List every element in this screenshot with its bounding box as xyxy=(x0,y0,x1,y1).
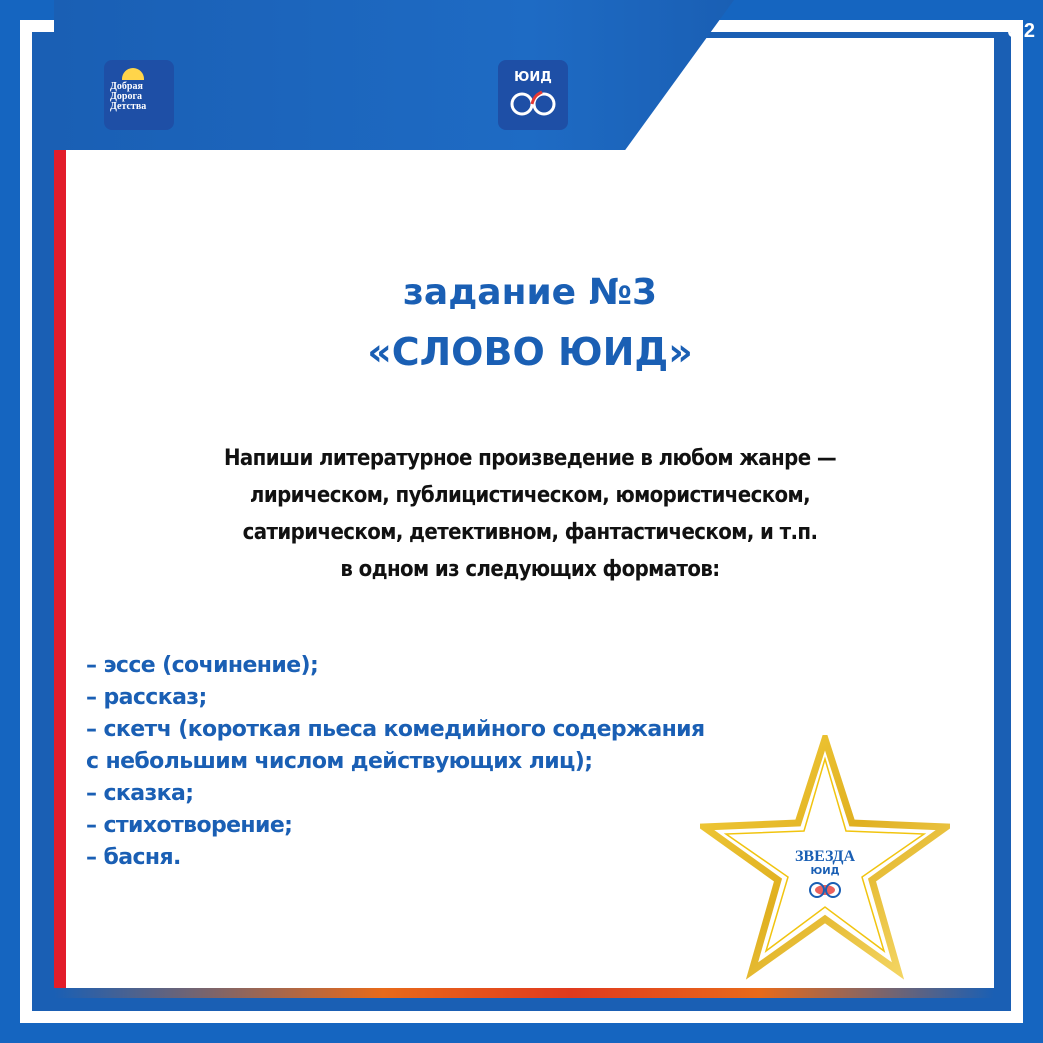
badge-subtitle: ЮИД xyxy=(810,866,840,877)
logo-text-line-3: Детства xyxy=(110,101,147,112)
task-description xyxy=(80,440,980,588)
sun-icon xyxy=(122,68,144,80)
list-item: – сказка; xyxy=(86,781,194,806)
description-line: в одном из следующих форматов: xyxy=(340,557,720,582)
dobraya-doroga-detstva-logo xyxy=(104,60,174,130)
list-item: – рассказ; xyxy=(86,685,207,710)
bottom-gradient-bar xyxy=(54,988,994,998)
list-item: – стихотворение; xyxy=(86,813,293,838)
list-item: – скетч (короткая пьеса комедийного содержания xyxy=(86,717,705,742)
formats-list xyxy=(86,650,705,874)
logo-text xyxy=(110,82,146,112)
list-item: – эссе (сочинение); xyxy=(86,653,319,678)
logo-text-line-2: Дорога xyxy=(110,91,142,102)
task-name: «СЛОВО ЮИД» xyxy=(367,330,693,374)
yuid-logo xyxy=(498,60,568,130)
list-item: – басня. xyxy=(86,845,181,870)
bicycle-infinity-icon xyxy=(498,60,568,130)
logo-text-line-1: Добрая xyxy=(110,81,143,92)
left-red-stripe xyxy=(54,38,66,990)
task-title: задание №3 xyxy=(403,272,657,313)
list-item: с небольшим числом действующих лиц); xyxy=(86,749,593,774)
description-line: лирическом, публицистическом, юмористическом, xyxy=(249,483,811,508)
yuid-logo-text: ЮИД xyxy=(514,70,552,85)
description-line: сатирическом, детективном, фантастическом, и т.п. xyxy=(242,520,818,545)
badge-title: ЗВЕЗДА xyxy=(794,848,855,865)
page-number: 6.2 xyxy=(1007,20,1035,42)
description-line: Напиши литературное произведение в любом жанре — xyxy=(223,446,837,471)
